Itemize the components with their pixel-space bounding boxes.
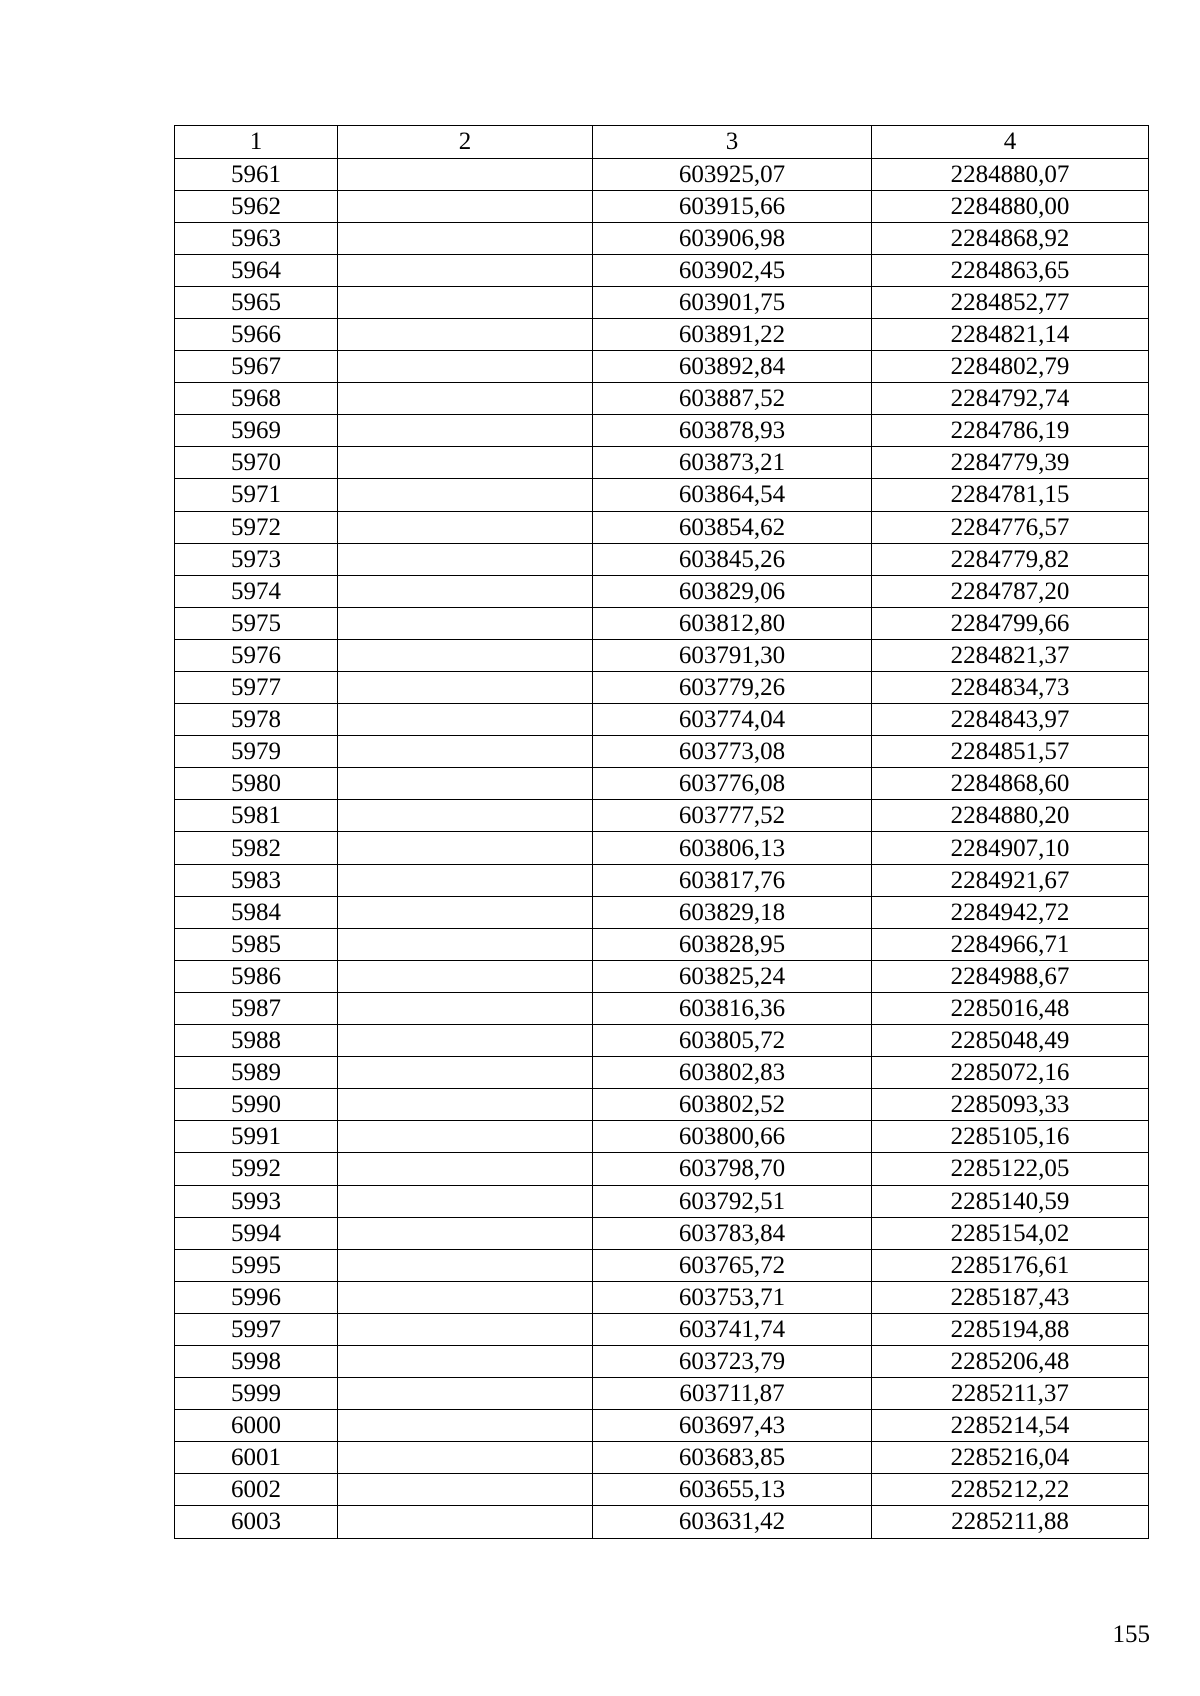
y-coordinate-cell: 2285194,88 <box>872 1313 1149 1345</box>
x-coordinate-cell: 603723,79 <box>593 1345 872 1377</box>
description-cell <box>338 768 593 800</box>
x-coordinate-cell: 603776,08 <box>593 768 872 800</box>
y-coordinate-cell: 2285122,05 <box>872 1153 1149 1185</box>
x-coordinate-cell: 603901,75 <box>593 286 872 318</box>
description-cell <box>338 607 593 639</box>
point-number-cell: 5963 <box>175 222 338 254</box>
description-cell <box>338 479 593 511</box>
description-cell <box>338 190 593 222</box>
y-coordinate-cell: 2285093,33 <box>872 1089 1149 1121</box>
description-cell <box>338 1474 593 1506</box>
table-row <box>175 1281 1149 1313</box>
x-coordinate-cell: 603873,21 <box>593 447 872 479</box>
point-number-cell: 5985 <box>175 928 338 960</box>
y-coordinate-cell: 2285048,49 <box>872 1025 1149 1057</box>
y-coordinate-cell: 2284868,92 <box>872 222 1149 254</box>
description-cell <box>338 1089 593 1121</box>
y-coordinate-cell: 2285211,88 <box>872 1506 1149 1538</box>
point-number-cell: 5992 <box>175 1153 338 1185</box>
point-number-cell: 5974 <box>175 575 338 607</box>
point-number-cell: 5977 <box>175 672 338 704</box>
x-coordinate-cell: 603753,71 <box>593 1281 872 1313</box>
point-number-cell: 5983 <box>175 864 338 896</box>
y-coordinate-cell: 2284792,74 <box>872 383 1149 415</box>
y-coordinate-cell: 2284821,37 <box>872 639 1149 671</box>
y-coordinate-cell: 2285072,16 <box>872 1057 1149 1089</box>
description-cell <box>338 800 593 832</box>
point-number-cell: 5969 <box>175 415 338 447</box>
table-row <box>175 1410 1149 1442</box>
coordinates-table <box>174 125 1149 1539</box>
description-cell <box>338 351 593 383</box>
table-row <box>175 1153 1149 1185</box>
x-coordinate-cell: 603683,85 <box>593 1442 872 1474</box>
point-number-cell: 5976 <box>175 639 338 671</box>
y-coordinate-cell: 2284921,67 <box>872 864 1149 896</box>
table-header <box>175 126 1149 159</box>
table-row <box>175 864 1149 896</box>
x-coordinate-cell: 603878,93 <box>593 415 872 447</box>
y-coordinate-cell: 2285212,22 <box>872 1474 1149 1506</box>
point-number-cell: 6001 <box>175 1442 338 1474</box>
table-row <box>175 1442 1149 1474</box>
table-row <box>175 318 1149 350</box>
description-cell <box>338 639 593 671</box>
y-coordinate-cell: 2284799,66 <box>872 607 1149 639</box>
point-number-cell: 5964 <box>175 254 338 286</box>
description-cell <box>338 158 593 190</box>
y-coordinate-cell: 2285187,43 <box>872 1281 1149 1313</box>
column-header-2: 2 <box>338 126 593 159</box>
header-row <box>175 126 1149 159</box>
x-coordinate-cell: 603792,51 <box>593 1185 872 1217</box>
y-coordinate-cell: 2284834,73 <box>872 672 1149 704</box>
description-cell <box>338 864 593 896</box>
description-cell <box>338 832 593 864</box>
x-coordinate-cell: 603779,26 <box>593 672 872 704</box>
x-coordinate-cell: 603816,36 <box>593 992 872 1024</box>
point-number-cell: 6000 <box>175 1410 338 1442</box>
description-cell <box>338 254 593 286</box>
page-number: 155 <box>1112 1621 1150 1648</box>
column-header-3: 3 <box>593 126 872 159</box>
table-row <box>175 479 1149 511</box>
description-cell <box>338 1313 593 1345</box>
description-cell <box>338 896 593 928</box>
x-coordinate-cell: 603765,72 <box>593 1249 872 1281</box>
x-coordinate-cell: 603906,98 <box>593 222 872 254</box>
description-cell <box>338 1281 593 1313</box>
x-coordinate-cell: 603812,80 <box>593 607 872 639</box>
y-coordinate-cell: 2285216,04 <box>872 1442 1149 1474</box>
x-coordinate-cell: 603802,52 <box>593 1089 872 1121</box>
table-row <box>175 928 1149 960</box>
point-number-cell: 5981 <box>175 800 338 832</box>
description-cell <box>338 704 593 736</box>
y-coordinate-cell: 2284880,07 <box>872 158 1149 190</box>
x-coordinate-cell: 603828,95 <box>593 928 872 960</box>
point-number-cell: 5987 <box>175 992 338 1024</box>
table-row <box>175 1057 1149 1089</box>
point-number-cell: 5994 <box>175 1217 338 1249</box>
point-number-cell: 5966 <box>175 318 338 350</box>
point-number-cell: 5993 <box>175 1185 338 1217</box>
y-coordinate-cell: 2285154,02 <box>872 1217 1149 1249</box>
x-coordinate-cell: 603829,18 <box>593 896 872 928</box>
point-number-cell: 5965 <box>175 286 338 318</box>
x-coordinate-cell: 603777,52 <box>593 800 872 832</box>
point-number-cell: 5997 <box>175 1313 338 1345</box>
description-cell <box>338 1506 593 1538</box>
y-coordinate-cell: 2285176,61 <box>872 1249 1149 1281</box>
table-row <box>175 415 1149 447</box>
table-row <box>175 1089 1149 1121</box>
point-number-cell: 5998 <box>175 1345 338 1377</box>
table-row <box>175 992 1149 1024</box>
description-cell <box>338 672 593 704</box>
description-cell <box>338 447 593 479</box>
point-number-cell: 5972 <box>175 511 338 543</box>
point-number-cell: 6003 <box>175 1506 338 1538</box>
point-number-cell: 5995 <box>175 1249 338 1281</box>
y-coordinate-cell: 2285140,59 <box>872 1185 1149 1217</box>
x-coordinate-cell: 603825,24 <box>593 960 872 992</box>
x-coordinate-cell: 603774,04 <box>593 704 872 736</box>
table-row <box>175 800 1149 832</box>
table-row <box>175 768 1149 800</box>
table-row <box>175 1506 1149 1538</box>
description-cell <box>338 992 593 1024</box>
description-cell <box>338 318 593 350</box>
x-coordinate-cell: 603800,66 <box>593 1121 872 1153</box>
x-coordinate-cell: 603805,72 <box>593 1025 872 1057</box>
y-coordinate-cell: 2284942,72 <box>872 896 1149 928</box>
table-row <box>175 286 1149 318</box>
description-cell <box>338 286 593 318</box>
description-cell <box>338 511 593 543</box>
table-row <box>175 543 1149 575</box>
y-coordinate-cell: 2284843,97 <box>872 704 1149 736</box>
x-coordinate-cell: 603802,83 <box>593 1057 872 1089</box>
description-cell <box>338 1057 593 1089</box>
description-cell <box>338 222 593 254</box>
description-cell <box>338 960 593 992</box>
table-row <box>175 254 1149 286</box>
column-header-1: 1 <box>175 126 338 159</box>
x-coordinate-cell: 603925,07 <box>593 158 872 190</box>
x-coordinate-cell: 603864,54 <box>593 479 872 511</box>
description-cell <box>338 736 593 768</box>
table-row <box>175 896 1149 928</box>
table-row <box>175 704 1149 736</box>
description-cell <box>338 1185 593 1217</box>
y-coordinate-cell: 2284907,10 <box>872 832 1149 864</box>
table-row <box>175 1378 1149 1410</box>
x-coordinate-cell: 603845,26 <box>593 543 872 575</box>
point-number-cell: 5968 <box>175 383 338 415</box>
description-cell <box>338 1345 593 1377</box>
y-coordinate-cell: 2285206,48 <box>872 1345 1149 1377</box>
description-cell <box>338 1378 593 1410</box>
point-number-cell: 5967 <box>175 351 338 383</box>
point-number-cell: 5980 <box>175 768 338 800</box>
point-number-cell: 5979 <box>175 736 338 768</box>
y-coordinate-cell: 2284988,67 <box>872 960 1149 992</box>
table-row <box>175 1249 1149 1281</box>
x-coordinate-cell: 603741,74 <box>593 1313 872 1345</box>
point-number-cell: 5999 <box>175 1378 338 1410</box>
point-number-cell: 5989 <box>175 1057 338 1089</box>
x-coordinate-cell: 603711,87 <box>593 1378 872 1410</box>
y-coordinate-cell: 2284776,57 <box>872 511 1149 543</box>
description-cell <box>338 1249 593 1281</box>
table-row <box>175 222 1149 254</box>
table-row <box>175 736 1149 768</box>
description-cell <box>338 1121 593 1153</box>
table-row <box>175 1345 1149 1377</box>
table-body <box>175 158 1149 1538</box>
point-number-cell: 5984 <box>175 896 338 928</box>
table-row <box>175 190 1149 222</box>
y-coordinate-cell: 2284779,39 <box>872 447 1149 479</box>
y-coordinate-cell: 2285016,48 <box>872 992 1149 1024</box>
x-coordinate-cell: 603791,30 <box>593 639 872 671</box>
point-number-cell: 5982 <box>175 832 338 864</box>
table-row <box>175 383 1149 415</box>
point-number-cell: 5978 <box>175 704 338 736</box>
description-cell <box>338 383 593 415</box>
description-cell <box>338 1442 593 1474</box>
x-coordinate-cell: 603817,76 <box>593 864 872 896</box>
table-row <box>175 1025 1149 1057</box>
table-row <box>175 447 1149 479</box>
point-number-cell: 5988 <box>175 1025 338 1057</box>
table-row <box>175 960 1149 992</box>
y-coordinate-cell: 2284880,20 <box>872 800 1149 832</box>
x-coordinate-cell: 603798,70 <box>593 1153 872 1185</box>
table-row <box>175 639 1149 671</box>
description-cell <box>338 1025 593 1057</box>
y-coordinate-cell: 2284779,82 <box>872 543 1149 575</box>
x-coordinate-cell: 603806,13 <box>593 832 872 864</box>
y-coordinate-cell: 2285105,16 <box>872 1121 1149 1153</box>
y-coordinate-cell: 2284787,20 <box>872 575 1149 607</box>
y-coordinate-cell: 2284802,79 <box>872 351 1149 383</box>
x-coordinate-cell: 603631,42 <box>593 1506 872 1538</box>
description-cell <box>338 415 593 447</box>
table-row <box>175 1185 1149 1217</box>
point-number-cell: 5990 <box>175 1089 338 1121</box>
table-row <box>175 832 1149 864</box>
point-number-cell: 5962 <box>175 190 338 222</box>
x-coordinate-cell: 603891,22 <box>593 318 872 350</box>
y-coordinate-cell: 2284786,19 <box>872 415 1149 447</box>
y-coordinate-cell: 2284852,77 <box>872 286 1149 318</box>
x-coordinate-cell: 603887,52 <box>593 383 872 415</box>
x-coordinate-cell: 603892,84 <box>593 351 872 383</box>
point-number-cell: 5971 <box>175 479 338 511</box>
description-cell <box>338 543 593 575</box>
description-cell <box>338 1410 593 1442</box>
point-number-cell: 5996 <box>175 1281 338 1313</box>
point-number-cell: 5973 <box>175 543 338 575</box>
description-cell <box>338 575 593 607</box>
point-number-cell: 5961 <box>175 158 338 190</box>
x-coordinate-cell: 603854,62 <box>593 511 872 543</box>
description-cell <box>338 1217 593 1249</box>
y-coordinate-cell: 2284821,14 <box>872 318 1149 350</box>
y-coordinate-cell: 2284880,00 <box>872 190 1149 222</box>
table-row <box>175 1474 1149 1506</box>
x-coordinate-cell: 603783,84 <box>593 1217 872 1249</box>
point-number-cell: 5975 <box>175 607 338 639</box>
description-cell <box>338 1153 593 1185</box>
point-number-cell: 5970 <box>175 447 338 479</box>
table-row <box>175 575 1149 607</box>
x-coordinate-cell: 603697,43 <box>593 1410 872 1442</box>
x-coordinate-cell: 603902,45 <box>593 254 872 286</box>
table-row <box>175 1217 1149 1249</box>
x-coordinate-cell: 603915,66 <box>593 190 872 222</box>
table-row <box>175 672 1149 704</box>
table-row <box>175 1121 1149 1153</box>
x-coordinate-cell: 603655,13 <box>593 1474 872 1506</box>
table-row <box>175 351 1149 383</box>
table-row <box>175 158 1149 190</box>
table-row <box>175 607 1149 639</box>
x-coordinate-cell: 603829,06 <box>593 575 872 607</box>
y-coordinate-cell: 2284851,57 <box>872 736 1149 768</box>
point-number-cell: 5986 <box>175 960 338 992</box>
x-coordinate-cell: 603773,08 <box>593 736 872 768</box>
table-row <box>175 511 1149 543</box>
column-header-4: 4 <box>872 126 1149 159</box>
y-coordinate-cell: 2285214,54 <box>872 1410 1149 1442</box>
y-coordinate-cell: 2284781,15 <box>872 479 1149 511</box>
y-coordinate-cell: 2284966,71 <box>872 928 1149 960</box>
description-cell <box>338 928 593 960</box>
y-coordinate-cell: 2284863,65 <box>872 254 1149 286</box>
point-number-cell: 6002 <box>175 1474 338 1506</box>
table-row <box>175 1313 1149 1345</box>
y-coordinate-cell: 2284868,60 <box>872 768 1149 800</box>
y-coordinate-cell: 2285211,37 <box>872 1378 1149 1410</box>
point-number-cell: 5991 <box>175 1121 338 1153</box>
